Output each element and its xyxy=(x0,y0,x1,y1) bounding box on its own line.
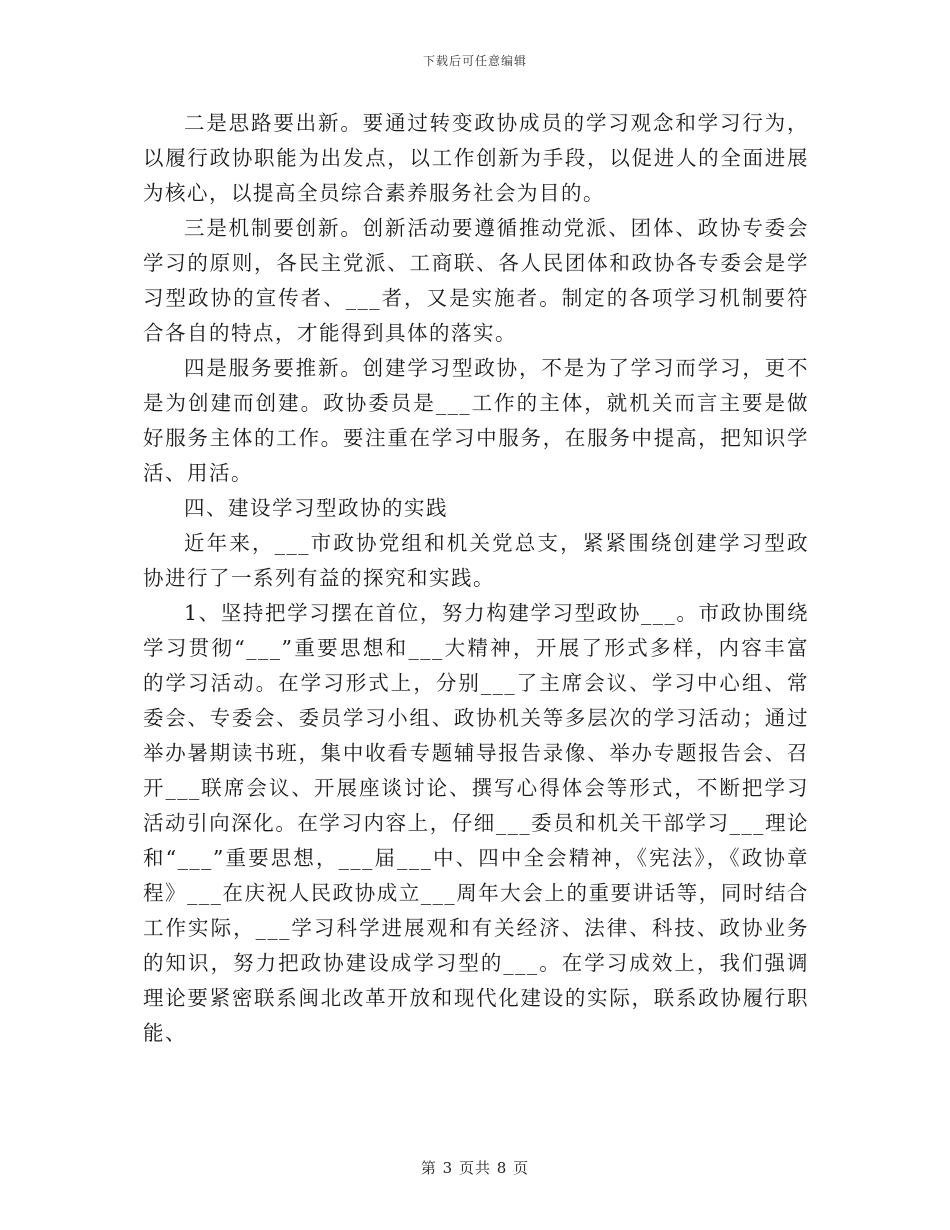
page-number: 第 3 页共 8 页 xyxy=(420,1159,530,1177)
document-body xyxy=(143,106,809,1051)
paragraph: 四是服务要推新。创建学习型政协，不是为了学习而学习，更不是为创建而创建。政协委员是___工作的主体，就机关而言主要是做好服务主体的工作。要注重在学习中服务，在服务中提高，把知识学活、用活。 xyxy=(143,356,809,485)
paragraph: 1、坚持把学习摆在首位，努力构建学习型政协___。市政协围绕学习贯彻“___”重要思想和___大精神，开展了形式多样，内容丰富的学习活动。在学习形式上，分别___了主席会议、学习中心组、常委会、专委会、委员学习小组、政协机关等多层次的学习活动；通过举办暑期读书班，集中收看专题辅导报告录像、举办专题报告会、召开___联席会议、开展座谈讨论、撰写心得体会等形式，不断把学习活动引向深化。在学习内容上，仔细___委员和机关干部学习___理论和“___”重要思想，___届___中、四中全会精神，《宪法》，《政协章程》___在庆祝人民政协成立___周年大会上的重要讲话等，同时结合工作实际，___学习科学进展观和有关经济、法律、科技、政协业务的知识，努力把政协建设成学习型的___。在学习成效上，我们强调理论要紧密联系闽北改革开放和现代化建设的实际，联系政协履行职能、 xyxy=(143,601,809,1045)
section-heading: 四、建设学习型政协的实践 xyxy=(184,496,448,520)
page-header: 下载后可任意编辑 xyxy=(422,54,527,68)
paragraph: 二是思路要出新。要通过转变政协成员的学习观念和学习行为，以履行政协职能为出发点，以工作创新为手段，以促进人的全面进展为核心，以提高全员综合素养服务社会为目的。 xyxy=(143,111,809,205)
paragraph: 近年来，___市政协党组和机关党总支，紧紧围绕创建学习型政协进行了一系列有益的探究和实践。 xyxy=(143,531,809,590)
paragraph: 三是机制要创新。创新活动要遵循推动党派、团体、政协专委会学习的原则，各民主党派、工商联、各人民团体和政协各专委会是学习型政协的宣传者、___者，又是实施者。制定的各项学习机制要符合各自的特点，才能得到具体的落实。 xyxy=(143,216,809,345)
